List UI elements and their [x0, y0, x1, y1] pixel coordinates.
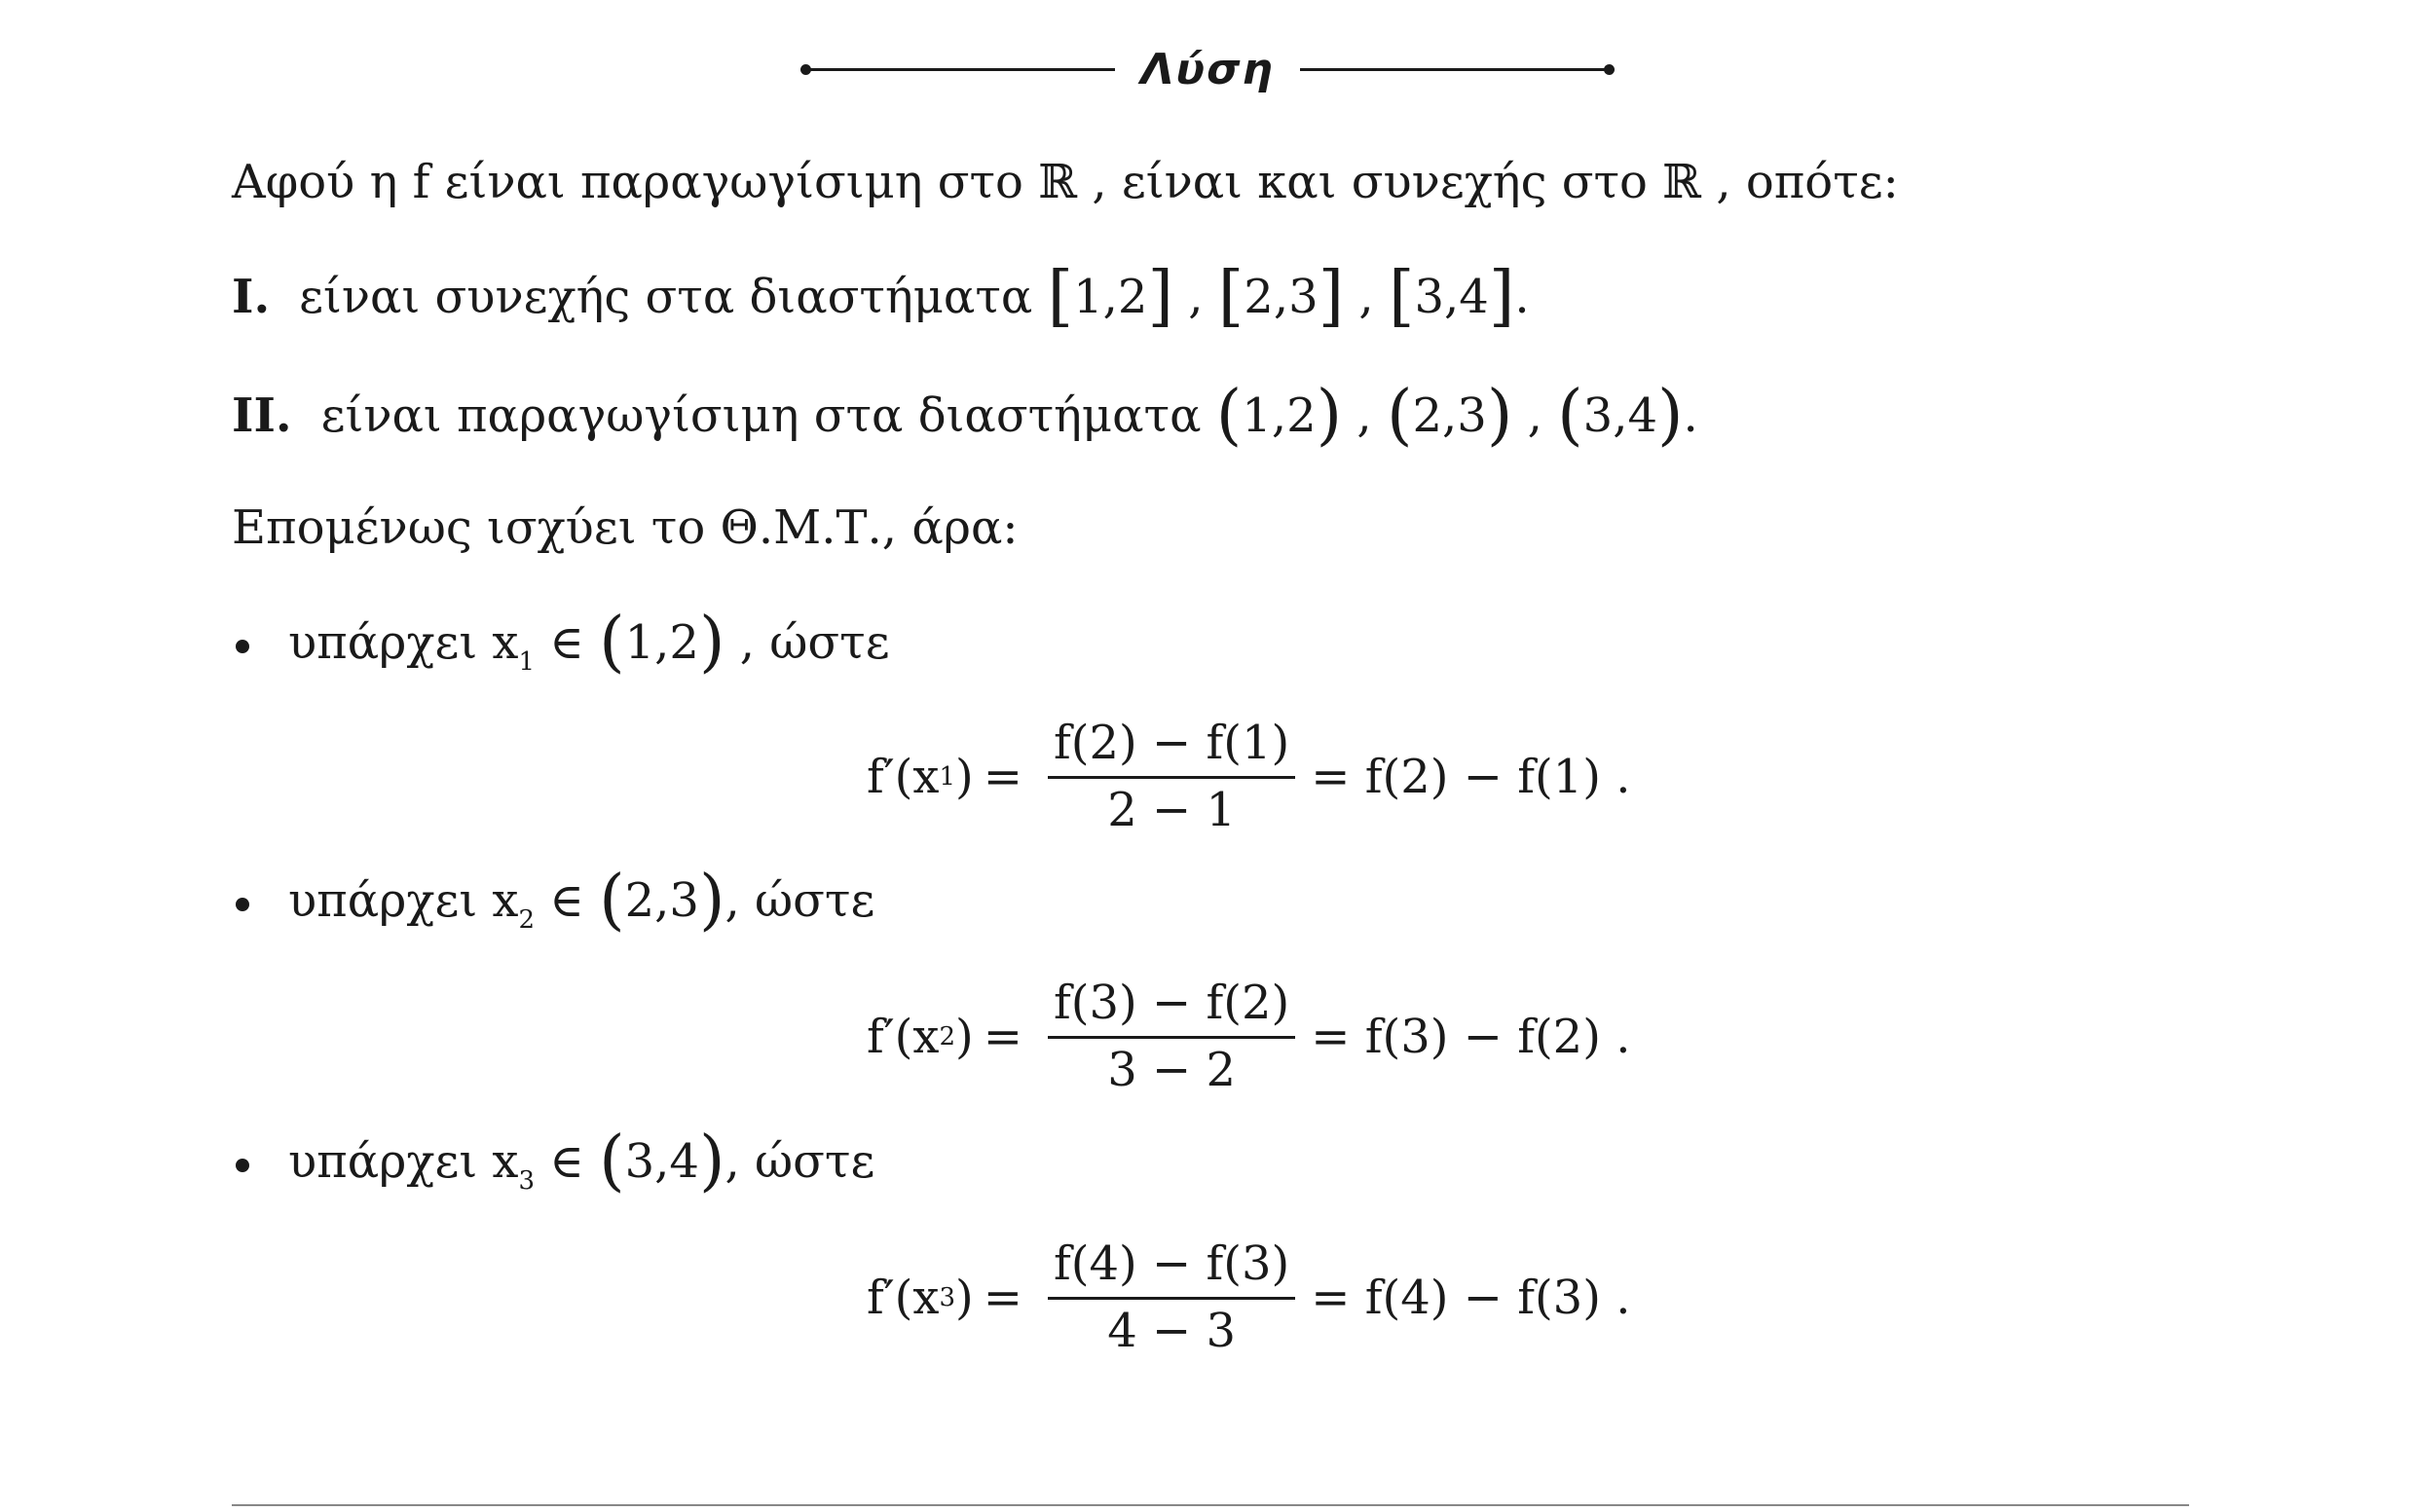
rule-dot-left: [800, 64, 811, 75]
bullet-interval: 2,3: [624, 873, 699, 928]
therefore-line: Επομένως ισχύει το Θ.Μ.Τ., άρα:: [232, 500, 1019, 555]
interval-open-1: 1,2: [1242, 388, 1317, 443]
intro-paragraph: Αφού η f είναι παραγωγίσιμη στο ℝ , είναι και συνεχής στο ℝ , οπότε:: [232, 155, 1899, 209]
section-title: Λύση: [1140, 45, 1275, 94]
fraction: [1048, 976, 1295, 1097]
mvt-equation-1: f′(x 1 ) = $\frac{f(2) - f(1)}{2 - 1}$ = f(2) − f(1) .: [867, 716, 1631, 837]
header-rule-right: [1300, 68, 1610, 71]
bullet-interval: 3,4: [624, 1134, 699, 1189]
bullet-icon: [236, 1159, 249, 1172]
mvt-equation-2: f′(x 2 ) = $\frac{f(3) - f(2)}{3 - 2}$ = f(3) − f(2) .: [867, 976, 1631, 1097]
item-II: II. είναι παραγωγίσιμη στα διαστήματα (1,2) , (2,3) , (3,4).: [232, 377, 1698, 454]
fraction: [1048, 1236, 1295, 1358]
numerator: f(4) − f(3): [1048, 1236, 1295, 1300]
equation-rhs: = f(3) − f(2) .: [1311, 1009, 1631, 1064]
bullet-item-2: υπάρχει $x_2$ ∈ (2,3), ώστε: [232, 871, 874, 949]
footer-divider: [232, 1504, 2189, 1506]
fraction: [1048, 716, 1295, 837]
section-header: [0, 45, 2415, 94]
header-rule-left: [805, 68, 1115, 71]
bullet-interval: 1,2: [624, 615, 699, 670]
numerator: f(3) − f(2): [1048, 976, 1295, 1039]
bullet-item-1: υπάρχει $x_1$ ∈ (1,2) , ώστε: [232, 613, 890, 691]
equation-rhs: = f(2) − f(1) .: [1311, 749, 1631, 804]
mvt-equation-3: f′(x 3 ) = $\frac{f(4) - f(3)}{4 - 3}$ = f(4) − f(3) .: [867, 1236, 1631, 1358]
bullet-icon: [236, 640, 249, 653]
bullet-icon: [236, 898, 249, 911]
numerator: f(2) − f(1): [1048, 716, 1295, 779]
interval-closed-3: 3,4: [1414, 270, 1489, 324]
item-II-label: II.: [232, 388, 292, 443]
item-II-text: είναι παραγωγίσιμη στα διαστήματα: [320, 388, 1202, 443]
bullet-item-3: υπάρχει $x_3$ ∈ (3,4), ώστε: [232, 1132, 874, 1210]
item-I-text: είναι συνεχής στα διαστήματα: [299, 270, 1033, 324]
item-I-label: I.: [232, 270, 271, 324]
rule-dot-right: [1604, 64, 1615, 75]
interval-open-3: 3,4: [1582, 388, 1658, 443]
denominator: 2 − 1: [1107, 783, 1236, 837]
denominator: 3 − 2: [1107, 1043, 1236, 1097]
equation-rhs: = f(4) − f(3) .: [1311, 1270, 1631, 1325]
item-I: I. είναι συνεχής στα διαστήματα [1,2] , [2,3] , [3,4].: [232, 258, 1530, 335]
denominator: 4 − 3: [1107, 1304, 1236, 1358]
interval-open-2: 2,3: [1412, 388, 1487, 443]
interval-closed-2: 2,3: [1244, 270, 1319, 324]
interval-closed-1: 1,2: [1073, 270, 1148, 324]
